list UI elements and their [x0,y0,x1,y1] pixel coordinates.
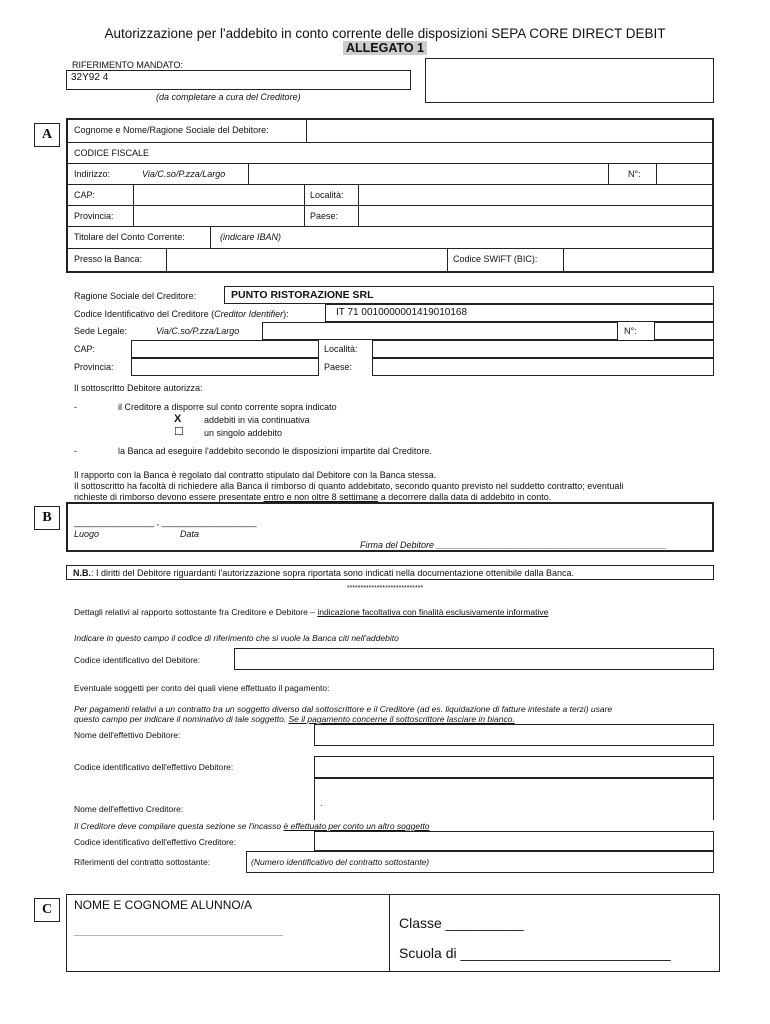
payer-note-1: Per pagamenti relativi a un contratto tra un soggetto diverso dal sottoscrittore e il Creditore (ad es. liquidazione di fatture intestate a terzi) usare [74,704,613,714]
iban-input[interactable] [211,227,712,248]
place-label: Luogo [74,529,100,539]
cap-input[interactable] [134,185,304,205]
debtor-code-label: Codice identificativo del Debitore: [74,655,201,665]
creditor-number-field[interactable] [654,322,714,340]
mandate-label: RIFERIMENTO MANDATO: [72,60,184,70]
creditor-name-value: PUNTO RISTORAZIONE SRL [231,289,374,301]
section-b-marker: B [34,506,60,530]
effective-debtor-name-label: Nome dell'effettivo Debitore: [74,730,181,740]
creditor-id-value: IT 71 0010000001419010168 [336,307,468,318]
province-label: Provincia: [74,211,114,221]
bank-relationship-text: Il rapporto con la Banca è regolato dal contratto stipulato dal Debitore con la Banca stessa. [74,470,437,480]
country-label: Paese: [310,211,339,221]
iban-hint: (indicare IBAN) [220,232,282,242]
continuous-debit-checkbox[interactable]: X [174,413,182,425]
payer-intro: Eventuale soggetti per conto dei quali viene effettuato il pagamento: [74,683,330,693]
separator-stars: **************************** [346,585,424,592]
address-input[interactable] [249,164,608,184]
authorization-intro: Il sottoscritto Debitore autorizza: [74,383,203,393]
student-name-line[interactable]: _______________________________________________ [74,927,284,936]
signature-line[interactable]: Firma del Debitore ______________________________________________ [360,540,667,550]
bank-label: Presso la Banca: [74,254,143,264]
effective-creditor-dot: . [320,798,323,808]
mandate-field[interactable] [66,70,411,90]
fiscal-code-label: CODICE FISCALE [74,148,150,158]
date-label: Data [180,529,200,539]
debtor-name-label: Cognome e Nome/Ragione Sociale del Debitore: [74,125,269,135]
student-section [66,894,720,972]
document-subtitle [0,41,770,55]
province-row [68,206,712,227]
mandate-value: 32Y92 4 [71,72,109,83]
creditor-cap-field[interactable] [131,340,319,358]
dash-2: - [74,446,77,456]
payer-note-2: questo campo per indicare il nominativo di tale soggetto. Se il pagamento concerne il sottoscrittore lasciare in bianco. [74,714,515,724]
effective-creditor-name-label: Nome dell'effettivo Creditore: [74,804,184,814]
student-name-label: NOME E COGNOME ALUNNO/A [74,898,253,912]
city-label: Località: [310,190,344,200]
address-row [68,164,712,185]
nb-box [66,565,714,580]
details-intro: Dettagli relativi al rapporto sottostante fra Creditore e Debitore – indicazione facoltativa con finalità esclusivamente informative [74,607,549,617]
cap-label: CAP: [74,190,96,200]
creditor-country-label: Paese: [324,362,353,372]
creditor-id-field[interactable] [325,304,714,322]
city-input[interactable] [359,185,712,205]
nb-text: N.B.: I diritti del Debitore riguardanti l'autorizzazione sopra riportata sono indicati nella documentazione ottenibile dalla Banca. [73,568,574,578]
effective-creditor-code-label: Codice identificativo dell'effettivo Creditore: [74,837,237,847]
province-input[interactable] [134,206,304,226]
address-number-label: N°: [628,169,641,179]
effective-debtor-code-input[interactable] [314,756,714,778]
effective-creditor-code-input[interactable] [314,831,714,851]
creditor-seat-hint: Via/C.so/P.zza/Largo [156,326,240,336]
debtor-code-input[interactable] [234,648,714,670]
debtor-name-row [68,120,712,143]
creditor-note: Il Creditore deve compilare questa sezione se l'incasso è effettuato per conto un altro soggetto [74,821,430,831]
bank-input[interactable] [167,249,447,271]
swift-input[interactable] [564,249,712,271]
address-label: Indirizzo: [74,169,111,179]
creditor-province-field[interactable] [131,358,319,376]
section-a-marker: A [34,123,60,147]
creditor-stamp-box[interactable] [425,58,714,103]
continuous-debit-label: addebiti in via continuativa [204,415,310,425]
effective-debtor-name-input[interactable] [314,724,714,746]
effective-debtor-code-label: Codice identificativo dell'effettivo Debitore: [74,762,234,772]
section-c-marker: C [34,898,60,922]
authorization-item-bank: la Banca ad eseguire l'addebito secondo le disposizioni impartite dal Creditore. [118,446,432,456]
creditor-id-label: Codice Identificativo del Creditore (Creditor Identifier): [74,309,289,319]
creditor-city-field[interactable] [372,340,714,358]
contract-ref-hint: (Numero identificativo del contratto sottostante) [251,857,430,867]
contract-ref-label: Riferimenti del contratto sottostante: [74,857,211,867]
document-title: Autorizzazione per l'addebito in conto corrente delle disposizioni SEPA CORE DIRECT DEBIT [104,26,666,41]
authorization-item-creditor: il Creditore a disporre sul conto corrente sopra indicato [118,402,337,412]
signature-section [66,502,714,552]
creditor-number-label: N°: [624,326,637,336]
country-input[interactable] [359,206,712,226]
cap-row [68,185,712,206]
creditor-province-label: Provincia: [74,362,114,372]
creditor-cap-label: CAP: [74,344,96,354]
contract-ref-input[interactable] [246,851,714,873]
creditor-country-field[interactable] [372,358,714,376]
refund-right-text: Il sottoscritto ha facoltà di richiedere alla Banca il rimborso di quanto addebitato, secondo quanto previsto nel suddetto contratto; eventuali [74,481,624,491]
creditor-seat-field[interactable] [262,322,618,340]
class-field[interactable]: Classe __________ [399,915,524,931]
school-field[interactable]: Scuola di ___________________________ [399,945,671,961]
mandate-note: (da completare a cura del Creditore) [156,92,301,102]
account-holder-label: Titolare del Conto Corrente: [74,232,185,242]
address-number-input[interactable] [657,164,712,184]
creditor-name-field[interactable] [224,286,714,304]
reference-hint: Indicare in questo campo il codice di riferimento che si vuole la Banca citi nell'addebito [74,633,399,643]
creditor-section [66,285,714,376]
place-date-line[interactable]: ________________ , ___________________ [74,517,257,527]
address-hint: Via/C.so/P.zza/Largo [142,169,226,179]
debtor-name-input[interactable] [307,120,712,142]
effective-creditor-name-input[interactable] [314,778,714,820]
creditor-name-label: Ragione Sociale del Creditore: [74,291,197,301]
creditor-city-label: Località: [324,344,358,354]
single-debit-checkbox[interactable]: ☐ [174,426,184,438]
refund-deadline-text: richieste di rimborso devono essere presentate entro e non oltre 8 settimane a decorrere dalla data di addebito in conto. [74,492,552,502]
creditor-seat-label: Sede Legale: [74,326,128,336]
debtor-section [66,118,714,273]
swift-label: Codice SWIFT (BIC): [453,254,538,264]
single-debit-label: un singolo addebito [204,428,283,438]
allegato-label: ALLEGATO 1 [343,41,427,55]
bank-row [68,249,712,271]
account-holder-row [68,227,712,249]
dash-1: - [74,402,77,412]
fiscal-code-row [68,143,712,164]
